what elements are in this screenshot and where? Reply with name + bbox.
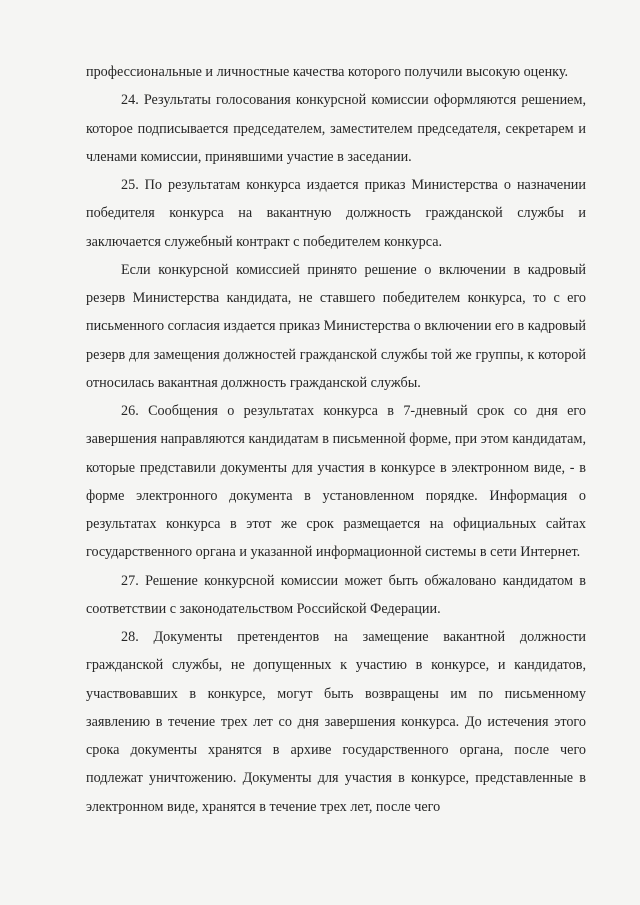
paragraph-continuation: профессиональные и личностные качества которого получили высокую оценку. — [86, 64, 569, 80]
paragraph-28: 28. Документы претендентов на замещение вакантной должности гражданской службы, не допущенных к участию в конкурсе, и кандидатов, участвовавших в конкурсе, могут быть возвращены им по письменному заявлению в течение трех лет со дня завершения конкурса. До истечения этого срока документы хранятся в архиве государственного органа, после чего подлежат уничтожению. Документы для участия в конкурсе, представленные в электронном виде, хранятся в течение трех лет, после чего — [86, 629, 586, 815]
paragraph-27: 27. Решение конкурсной комиссии может быть обжаловано кандидатом в соответствии с законодательством Российской Федерации. — [86, 572, 586, 617]
document-body — [86, 58, 586, 821]
paragraph-24: 24. Результаты голосования конкурсной комиссии оформляются решением, которое подписывается председателем, заместителем председателя, секретарем и членами комиссии, принявшими участие в заседании. — [86, 92, 586, 165]
paragraph-25: 25. По результатам конкурса издается приказ Министерства о назначении победителя конкурса на вакантную должность гражданской службы и заключается служебный контракт с победителем конкурса. — [86, 177, 586, 250]
paragraph-26: 26. Сообщения о результатах конкурса в 7-дневный срок со дня его завершения направляются кандидатам в письменной форме, при этом кандидатам, которые представили документы для участия в конкурсе в электронном виде, - в форме электронного документа в установленном порядке. Информация о результатах конкурса в этот же срок размещается на официальных сайтах государственного органа и указанной информационной системы в сети Интернет. — [86, 403, 586, 561]
paragraph-25-reserve: Если конкурсной комиссией принято решение о включении в кадровый резерв Министерства кандидата, не ставшего победителем конкурса, то с его письменного согласия издается приказ Министерства о включении его в кадровый резерв для замещения должностей гражданской службы той же группы, к которой относилась вакантная должность гражданской службы. — [86, 261, 586, 391]
